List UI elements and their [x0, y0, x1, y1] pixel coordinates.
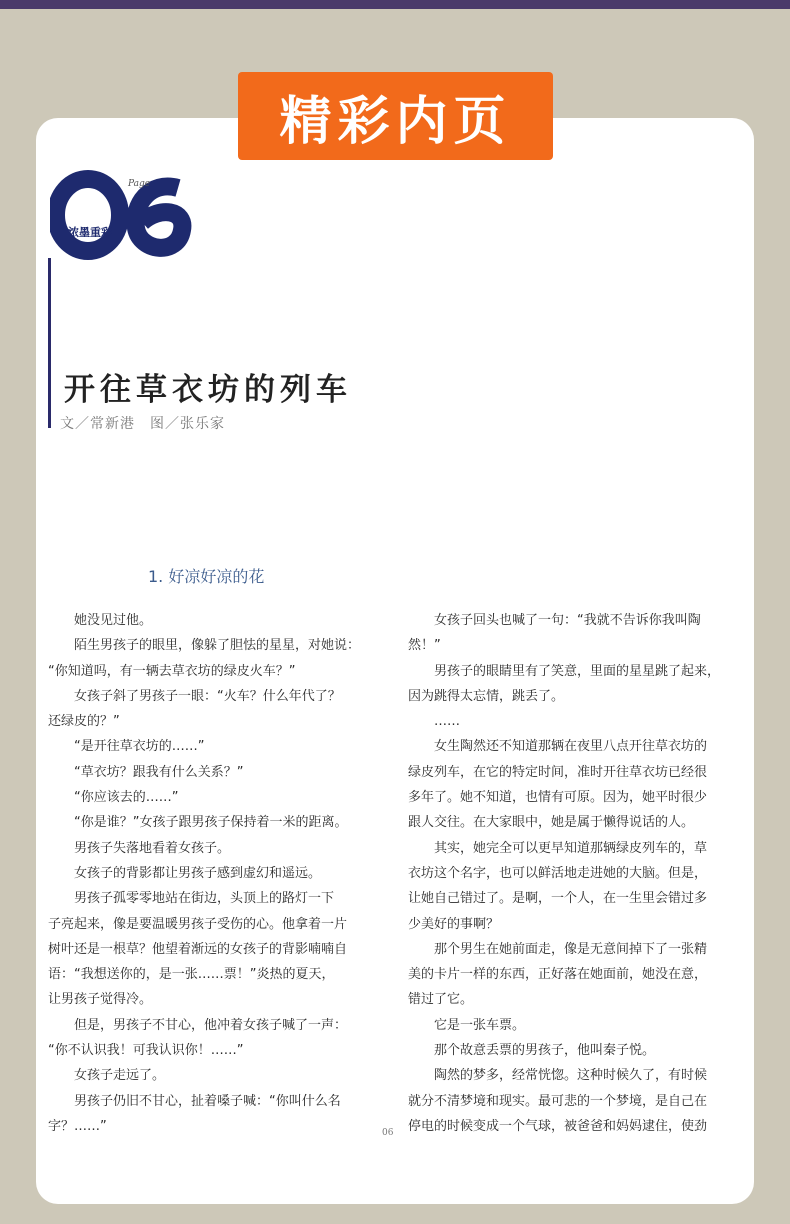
body-line: “你不认识我！可我认识你！……”	[48, 1043, 244, 1059]
page-number-badge	[50, 170, 200, 260]
left-text-column	[48, 608, 380, 1139]
body-line: 女孩子斜了男孩子一眼：“火车？什么年代了？	[48, 688, 341, 704]
body-line: 陌生男孩子的眼里，像躲了胆怯的星星，对她说：	[48, 638, 361, 654]
body-line: 让男孩子觉得冷。	[48, 992, 153, 1008]
body-line: 让她自己错过了。是啊，一个人，在一生里会错过多	[408, 891, 708, 907]
body-line: 那个男生在她前面走，像是无意间掉下了一张精	[408, 941, 708, 957]
badge-zero-shape	[56, 179, 120, 251]
badge-six-shape	[135, 186, 182, 247]
body-line: 但是，男孩子不甘心，他冲着女孩子喊了一声：	[48, 1017, 348, 1033]
body-line: “你知道吗，有一辆去草衣坊的绿皮火车？”	[48, 663, 296, 679]
badge-page-word: Page	[128, 179, 151, 189]
badge-column-name: 浓墨重彩	[68, 226, 112, 239]
body-line: 它是一张车票。	[408, 1017, 526, 1033]
body-line: 语：“我想送你的，是一张……票！”炎热的夏天，	[48, 967, 335, 983]
article-byline: 文／常新港 图／张乐家	[60, 416, 225, 432]
section-banner: 精彩内页	[238, 72, 553, 160]
body-line: 女孩子的背影都让男孩子感到虚幻和遥远。	[48, 865, 322, 881]
body-line: 那个故意丢票的男孩子，他叫秦子悦。	[408, 1043, 656, 1059]
body-line: 美的卡片一样的东西，正好落在她面前，她没在意，	[408, 967, 708, 983]
body-line: “你应该去的……”	[48, 790, 179, 806]
article-title: 开往草衣坊的列车	[64, 372, 352, 408]
body-line: 停电的时候变成一个气球，被爸爸和妈妈逮住，使劲	[408, 1118, 708, 1134]
body-line: 字？……”	[48, 1118, 107, 1134]
body-line: 男孩子孤零零地站在街边，头顶上的路灯一下	[48, 891, 335, 907]
body-line: 其实，她完全可以更早知道那辆绿皮列车的，草	[408, 840, 708, 856]
body-line: 因为跳得太忘情，跳丢了。	[408, 688, 565, 704]
body-line: 少美好的事啊？	[408, 916, 500, 932]
body-line: “是开往草衣坊的……”	[48, 739, 205, 755]
body-line: 衣坊这个名字，也可以鲜活地走进她的大脑。但是，	[408, 865, 708, 881]
body-line: 多年了。她不知道，也情有可原。因为，她平时很少	[408, 790, 708, 806]
body-line: 错过了它。	[408, 992, 474, 1008]
body-line: 女生陶然还不知道那辆在夜里八点开往草衣坊的	[408, 739, 708, 755]
body-line: 女孩子走远了。	[48, 1068, 166, 1084]
folio-page-number: 06	[382, 1128, 394, 1138]
body-line: ……	[408, 714, 461, 730]
body-line: “草衣坊？跟我有什么关系？”	[48, 764, 244, 780]
body-line: 男孩子失落地看着女孩子。	[48, 840, 231, 856]
title-rule	[48, 258, 51, 428]
body-line: 她没见过他。	[48, 613, 153, 628]
body-line: 就分不清梦境和现实。最可悲的一个梦境，是自己在	[408, 1093, 708, 1109]
body-line: 男孩子的眼睛里有了笑意，里面的星星跳了起来，	[408, 663, 721, 679]
body-line: 还绿皮的？”	[48, 714, 120, 730]
body-line: 女孩子回头也喊了一句：“我就不告诉你我叫陶	[408, 613, 701, 628]
top-accent-bar	[0, 0, 790, 9]
body-line: 男孩子仍旧不甘心，扯着嗓子喊：“你叫什么名	[48, 1093, 341, 1109]
section-subheading: 1. 好凉好凉的花	[148, 567, 265, 586]
body-line: 绿皮列车，在它的特定时间，准时开往草衣坊已经很	[408, 764, 708, 780]
body-line: 树叶还是一根草？他望着渐远的女孩子的背影喃喃自	[48, 941, 348, 957]
body-line: 跟人交往。在大家眼中，她是属于懒得说话的人。	[408, 815, 695, 831]
body-line: 陶然的梦多，经常恍惚。这种时候久了，有时候	[408, 1068, 708, 1084]
body-line: 子亮起来，像是要温暖男孩子受伤的心。他拿着一片	[48, 916, 348, 932]
right-text-column	[408, 608, 738, 1139]
body-line: 然！”	[408, 638, 441, 654]
body-line: “你是谁？”女孩子跟男孩子保持着一米的距离。	[48, 815, 348, 831]
